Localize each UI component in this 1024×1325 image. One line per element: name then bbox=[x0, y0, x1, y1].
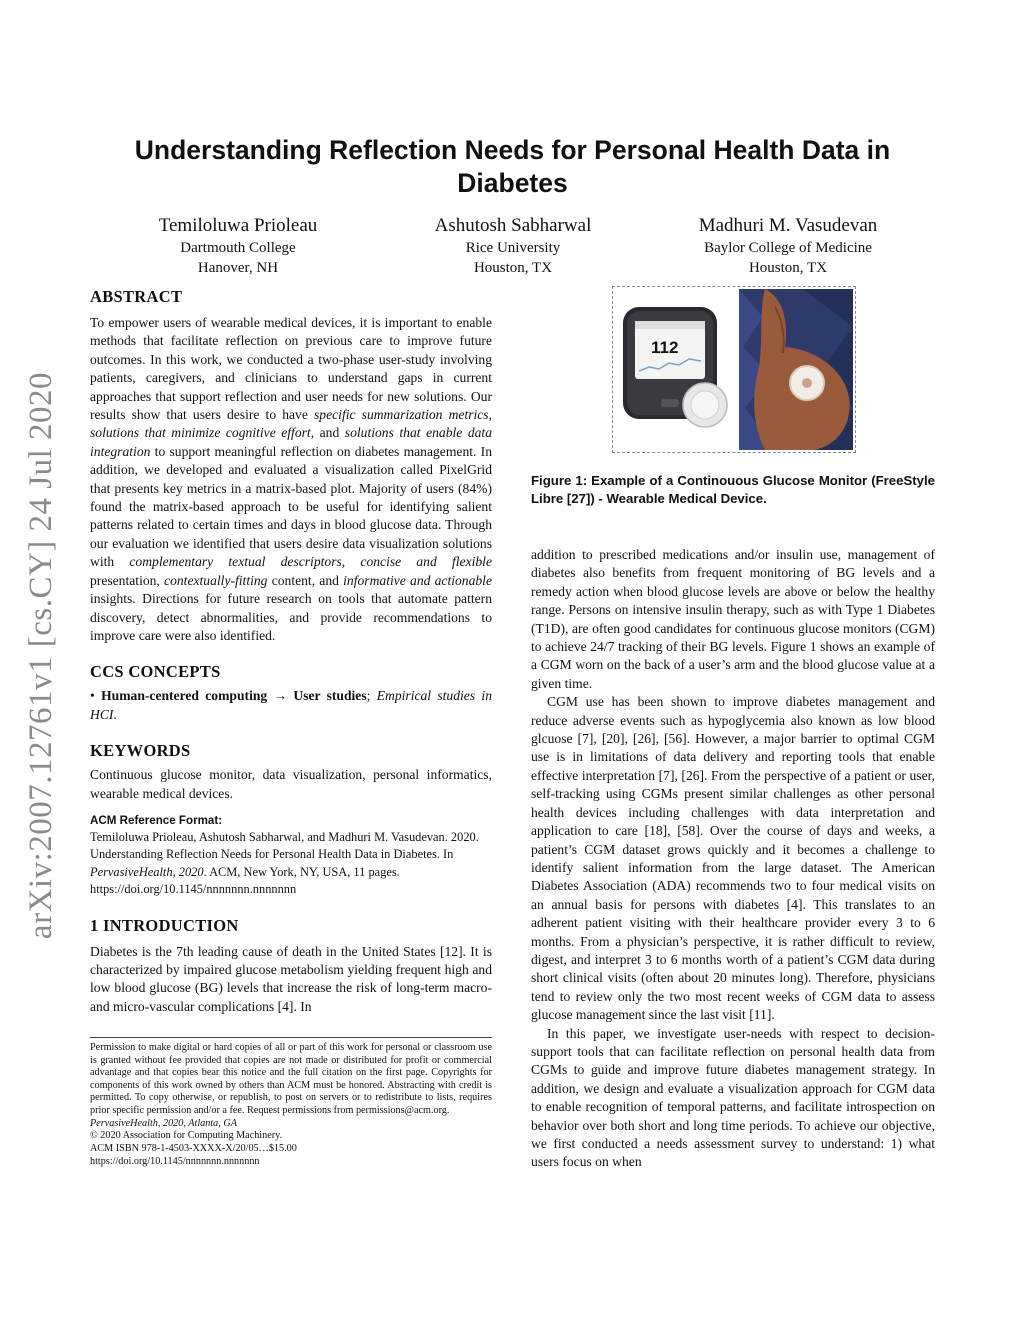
arxiv-stamp bbox=[14, 360, 70, 950]
right-paragraph-3: In this paper, we investigate user-needs with respect to decision-support tools that can facilitate reflection on personal health data from CGMs to guide and improve future diabetes management strategy. In addition, we design and evaluate a visualization approach for CGM data to enable recognition of temporal patterns, and facilitate introspection on behavior over both short and long time periods. To achieve our objective, we first conducted a needs assessment survey to understand: 1) what users focus on when bbox=[531, 1025, 935, 1170]
acm-reference-text: Temiloluwa Prioleau, Ashutosh Sabharwal, and Madhuri M. Vasudevan. 2020. Understanding Reflection Needs for Personal Health Data in Diabetes. In PervasiveHealth, 2020. ACM, New York, NY, USA, 11 pages. https://doi.org/10.1145/nnnnnnn.nnnnnnn bbox=[90, 829, 479, 897]
intro-text: Diabetes is the 7th leading cause of death in the United States [12]. It is characterized by impaired glucose metabolism yielding frequent high and low blood glucose (BG) levels that increase the risk of long-term macro- and micro-vascular complications [4]. In bbox=[90, 943, 492, 1014]
venue: PervasiveHealth, 2020, Atlanta, GA bbox=[90, 1117, 237, 1129]
right-column bbox=[531, 546, 935, 1172]
permission-text: Permission to make digital or hard copies of all or part of this work for personal or classroom use is granted without fee provided that copies are not made or distributed for profit or commercial advantage and that copies bear this notice and the full citation on the first page. Copyrights for components of this work owned by others than ACM must be honored. Abstracting with credit is permitted. To copy otherwise, or republish, to post on servers or to redistribute to lists, requires prior specific permission and/or a fee. Request permissions from permissions@acm.org. bbox=[90, 1042, 492, 1116]
author-name: Temiloluwa Prioleau bbox=[158, 215, 318, 236]
right-paragraph-2: CGM use has been shown to improve diabetes management and reduce adverse events such as hypoglycemia also known as low blood glcuose [7], [20], [26], [56]. However, a major barrier to optimal CGM use is in limitations of data delivery and reporting tools that enable effective interpretation [7], [26]. From the perspective of a patient or user, self-tracking using CGMs present similar challenges as other personal health devices including challenges with data interpretation and application to care [18], [58]. Over the course of days and weeks, a patient’s CGM dataset grows quickly and it becomes a challenge to identify salient information from the large dataset. The American Diabetes Association (ADA) recommends two to four medical visits on an annual basis for persons with diabetes [4]. This translates to an adherent patient visiting with their healthcare provider every 3 to 6 months. From a physician’s perspective, it is rather difficult to review, digest, and interpret 3 to 6 months worth of a patient’s CGM data during short clinical visits (often about 20 minutes long). Therefore, physicians tend to review only the two most recent weeks of CGM data to assess glucose management since the last visit [11]. bbox=[531, 694, 935, 1023]
arxiv-id: arXiv:2007.12761v1 [cs.CY] 24 Jul 2020 bbox=[23, 371, 60, 939]
cgm-photo bbox=[613, 287, 855, 452]
left-column bbox=[90, 286, 492, 1016]
glucose-reading: 112 bbox=[651, 338, 679, 357]
author-location: Hanover, NH bbox=[197, 260, 279, 276]
author-location: Houston, TX bbox=[748, 260, 828, 276]
author-name: Ashutosh Sabharwal bbox=[434, 215, 592, 236]
abstract-heading: ABSTRACT bbox=[90, 287, 183, 306]
author-affiliation: Baylor College of Medicine bbox=[704, 240, 872, 256]
author-location: Houston, TX bbox=[473, 260, 553, 276]
intro-heading: 1 INTRODUCTION bbox=[90, 915, 239, 935]
arm-photo-image bbox=[739, 289, 853, 450]
author-block bbox=[638, 214, 938, 278]
keywords-heading: KEYWORDS bbox=[90, 741, 191, 761]
doi: https://doi.org/10.1145/nnnnnnn.nnnnnnn bbox=[90, 1155, 260, 1167]
author-affiliation: Dartmouth College bbox=[180, 240, 296, 256]
author-name: Madhuri M. Vasudevan bbox=[698, 215, 878, 236]
right-paragraph-1: addition to prescribed medications and/or insulin use, management of diabetes also benefits from frequent monitoring of BG levels and a remedy action when blood glucose levels are above or below the healthy range. Persons on intensive insulin therapy, such as with Type 1 Diabetes (T1D), are often good candidates for continuous glucose monitors (CGM) to achieve 24/7 tracking of their BG levels. Figure 1 shows an example of a CGM worn on the back of a user’s arm and the blood glucose value at a given time. bbox=[531, 547, 935, 691]
figure-caption: Figure 1: Example of a Continouous Glucose Monitor (FreeStyle Libre [27]) - Wearable Medical Device. bbox=[531, 473, 935, 506]
ccs-heading: CCS CONCEPTS bbox=[90, 662, 221, 682]
keywords-text: Continuous glucose monitor, data visualization, personal informatics, wearable medical devices. bbox=[90, 767, 492, 801]
acm-reference-heading: ACM Reference Format: bbox=[90, 813, 223, 827]
paper-title: Understanding Reflection Needs for Personal Health Data in Diabetes bbox=[134, 135, 891, 198]
permission-footnote bbox=[90, 1037, 492, 1169]
abstract-text: To empower users of wearable medical devices, it is important to enable methods that facilitate reflection on previous care to improve future outcomes. In this work, we conducted a two-phase user-study involving patients, caregivers, and clinicians to understand gaps in current approaches that support reflection and user needs for new solutions. Our results show that users desire to have specific summarization metrics, solutions that minimize cognitive effort, and solutions that enable data integration to support meaningful reflection on diabetes management. In addition, we developed and evaluated a visualization called PixelGrid that presents key metrics in a matrix-based plot. Majority of users (84%) found the matrix-based approach to be useful for identifying salient patterns related to certain times and days in blood glucose data. Through our evaluation we identified that users desire data visualization solutions with complementary textual descriptors, concise and flexible presentation, contextually-fitting content, and informative and actionable insights. Directions for future research on tools that automate pattern discovery, detect abnormalities, and provide recommendations to improve care were also identified. bbox=[90, 315, 493, 643]
figure-1 bbox=[612, 286, 856, 453]
copyright: © 2020 Association for Computing Machinery. bbox=[90, 1130, 283, 1142]
isbn: ACM ISBN 978-1-4503-XXXX-X/20/05…$15.00 bbox=[90, 1143, 297, 1155]
author-block bbox=[363, 214, 663, 278]
author-affiliation: Rice University bbox=[465, 240, 561, 256]
cgm-sensor-image bbox=[683, 383, 727, 427]
ccs-text: • Human-centered computing → User studies; Empirical studies in HCI. bbox=[90, 688, 492, 722]
author-block bbox=[88, 214, 388, 278]
